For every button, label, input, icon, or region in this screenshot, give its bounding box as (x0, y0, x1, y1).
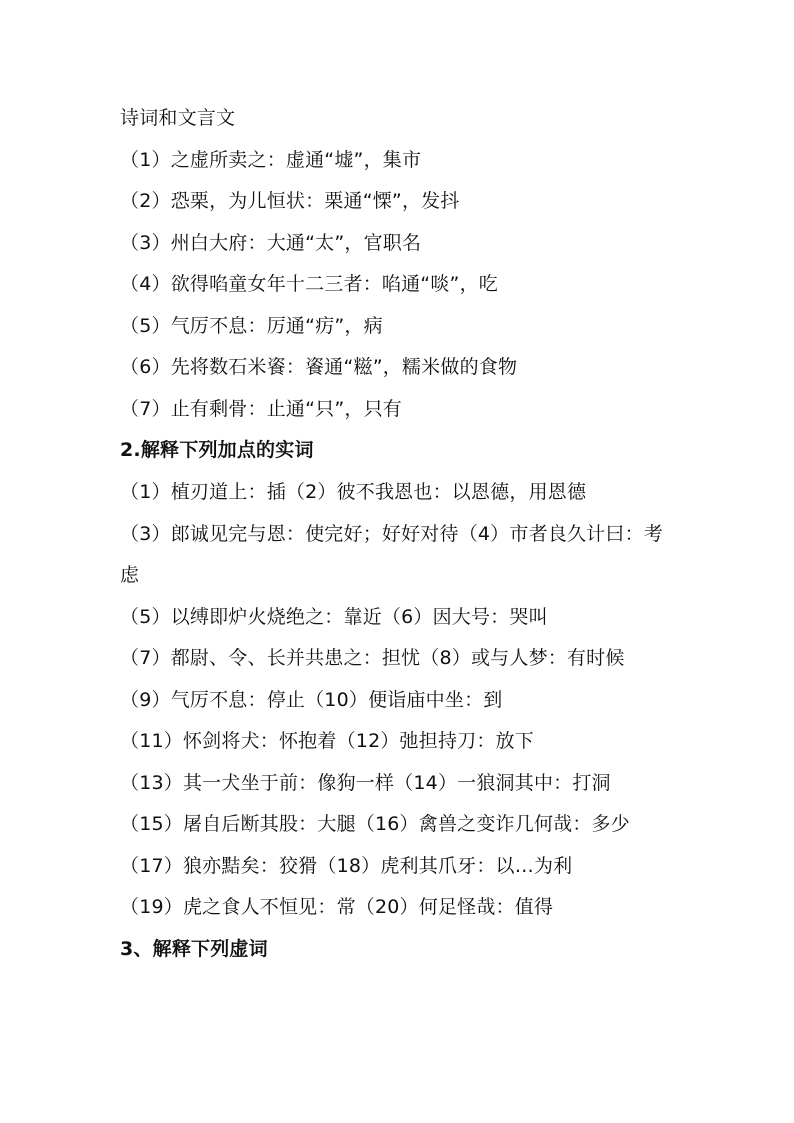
section-title-poetry-prose: 诗词和文言文 (120, 107, 236, 129)
text-line: （15）屠自后断其股：大腿（16）禽兽之变诈几何哉：多少 (120, 813, 630, 835)
text-line: 虑 (120, 564, 140, 586)
text-line: （7）止有剩骨：止通“只”，只有 (120, 398, 402, 420)
text-line: （4）欲得啗童女年十二三者：啗通“啖”，吃 (120, 273, 498, 295)
text-line: （3）郎诚见完与恩：使完好；好好对待（4）市者良久计曰：考 (120, 523, 663, 545)
section-heading-content-words: 2.解释下列加点的实词 (120, 439, 314, 461)
text-line: （9）气厉不息：停止（10）便诣庙中坐：到 (120, 689, 503, 711)
text-line: （3）州白大府：大通“太”，官职名 (120, 232, 422, 254)
text-line: （7）都尉、令、长并共患之：担忧（8）或与人梦：有时候 (120, 647, 625, 669)
text-line: （5）气厉不息：厉通“疠”，病 (120, 315, 383, 337)
text-line: （19）虎之食人不恒见：常（20）何足怪哉：值得 (120, 896, 554, 918)
text-line: （2）恐栗，为儿恒状：栗通“慄”，发抖 (120, 190, 460, 212)
text-line: （6）先将数石米餈：餈通“糍”，糯米做的食物 (120, 356, 518, 378)
text-line: （1）植刃道上：插（2）彼不我恩也：以恩德，用恩德 (120, 481, 587, 503)
text-line: （11）怀剑将犬：怀抱着（12）弛担持刀：放下 (120, 730, 534, 752)
section-heading-function-words: 3、解释下列虚词 (120, 938, 268, 960)
text-line: （1）之虚所卖之：虚通“墟”，集市 (120, 149, 422, 171)
text-line: （5）以缚即炉火烧绝之：靠近（6）因大号：哭叫 (120, 606, 548, 628)
text-line: （17）狼亦黠矣：狡猾（18）虎利其爪牙：以…为利 (120, 855, 573, 877)
text-line: （13）其一犬坐于前：像狗一样（14）一狼洞其中：打洞 (120, 772, 611, 794)
